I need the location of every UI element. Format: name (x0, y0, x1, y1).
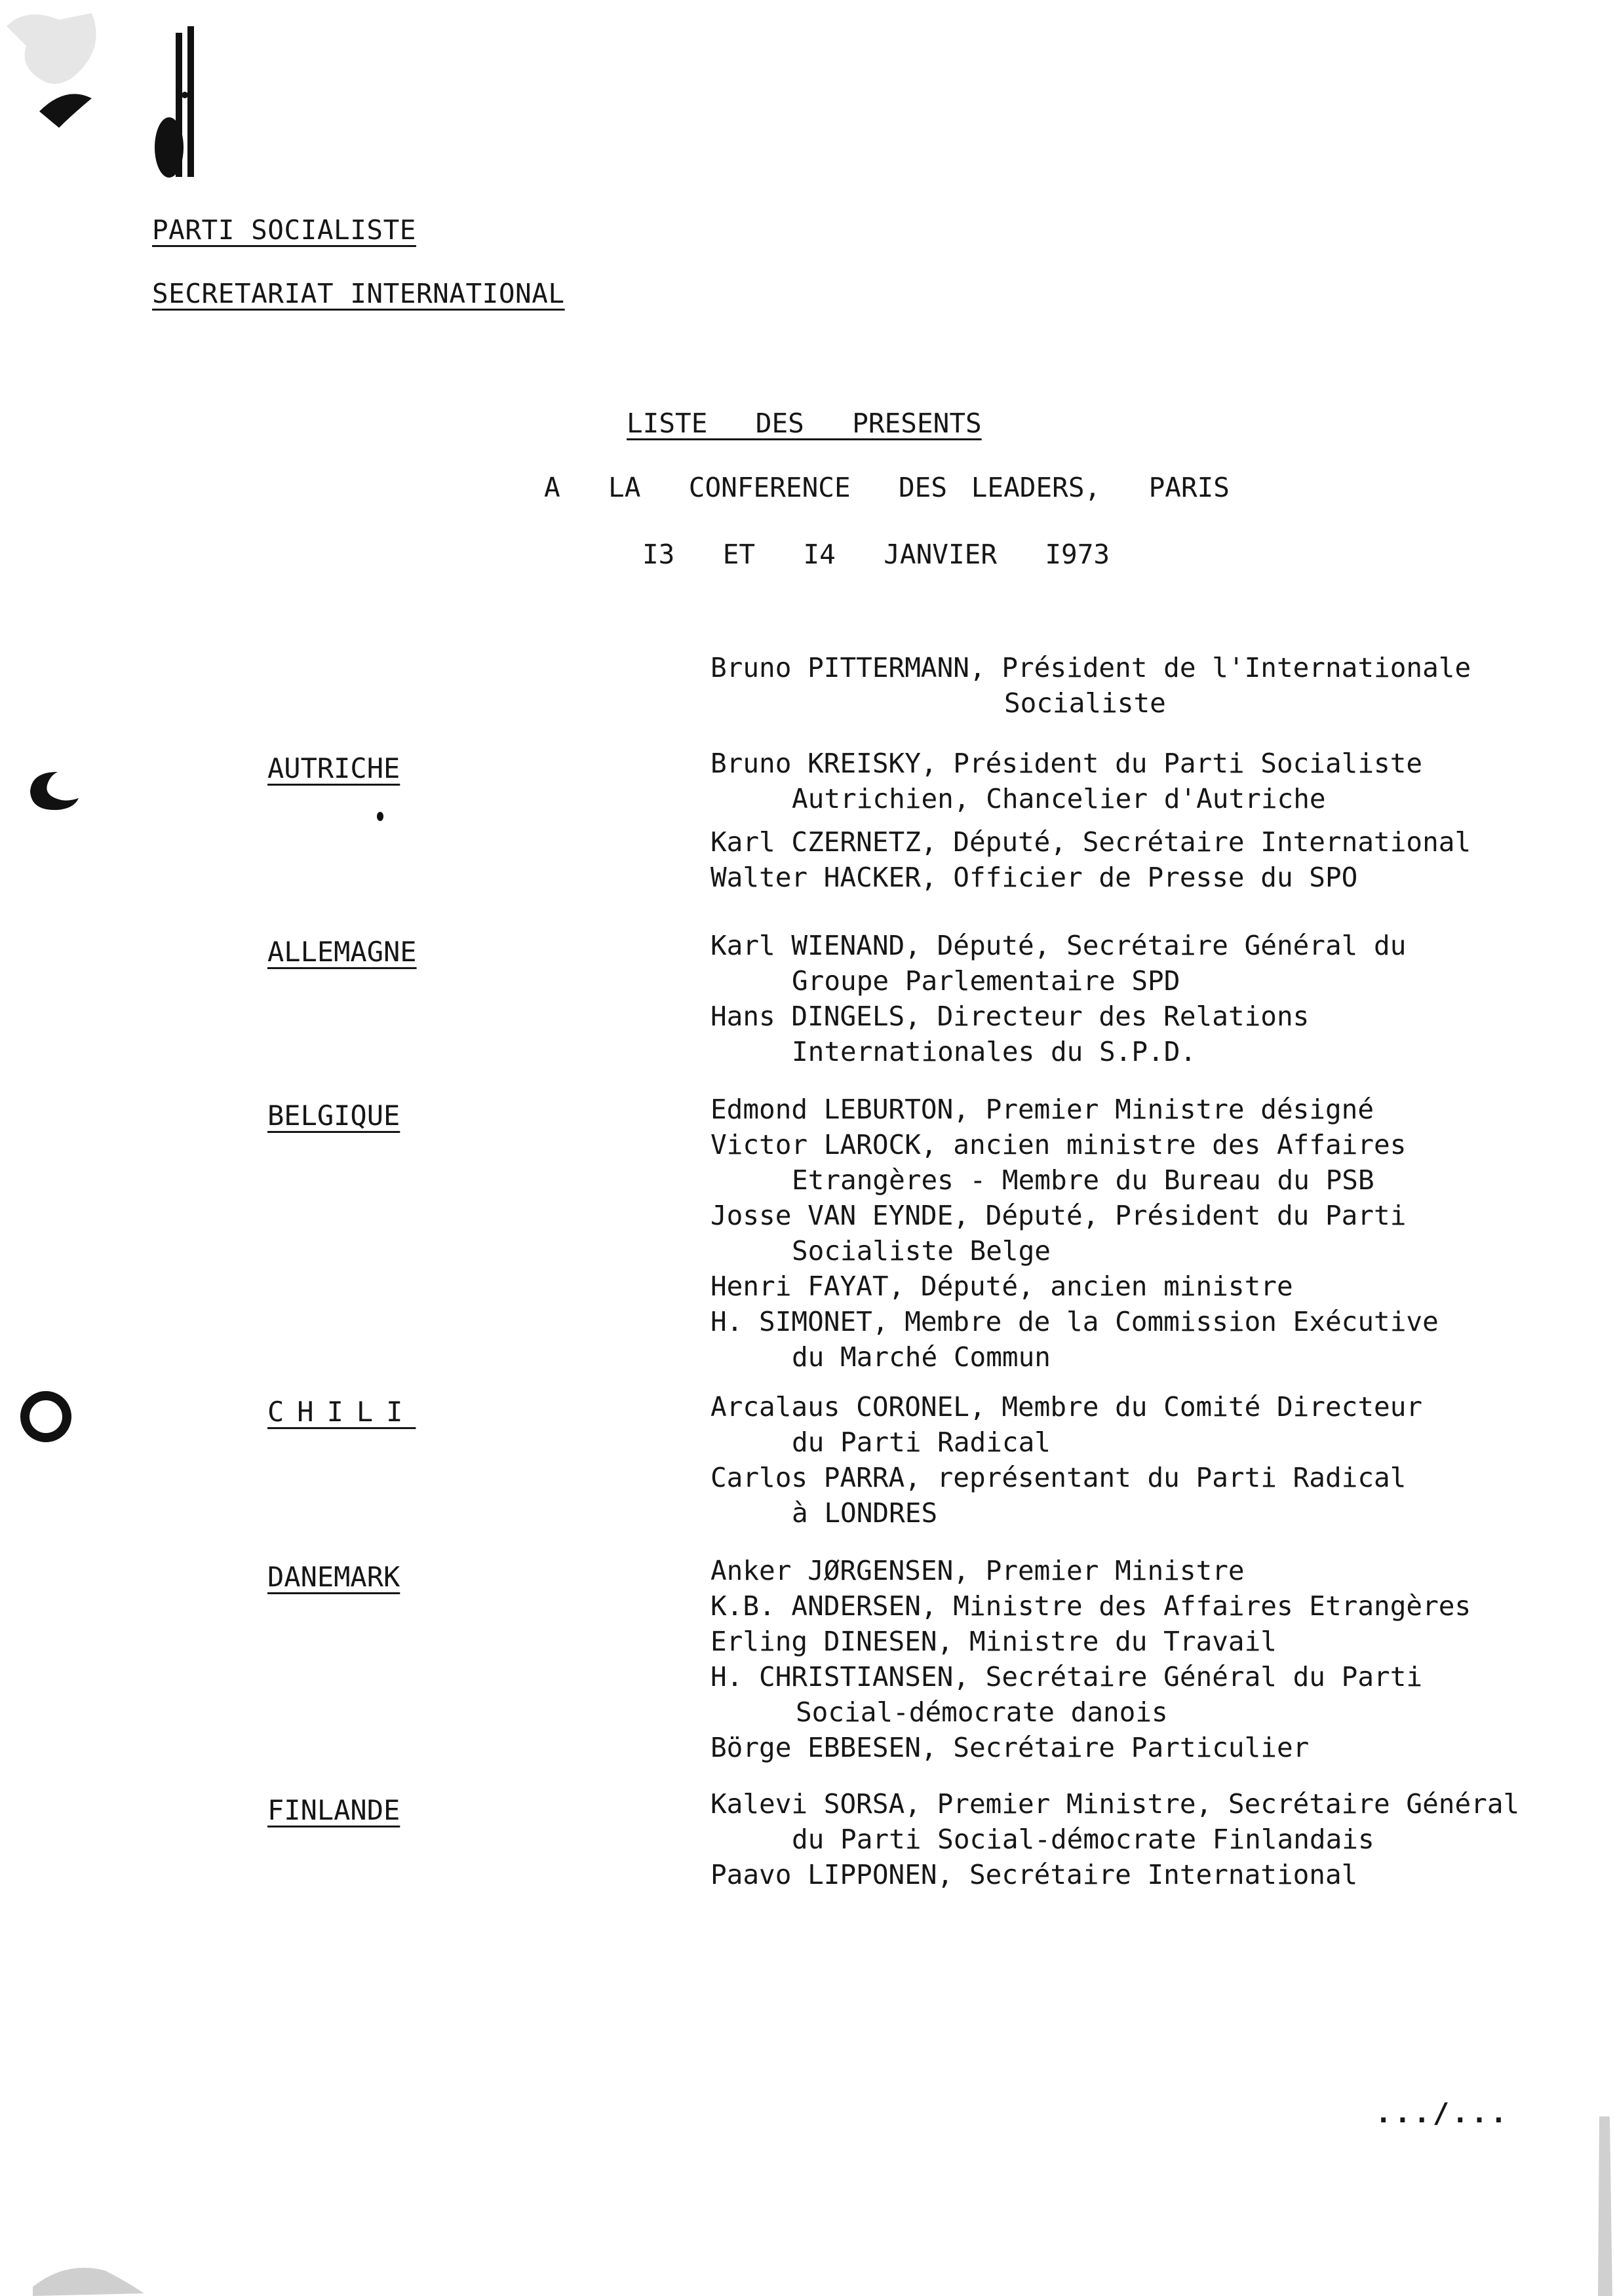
edge-smudge (1586, 2116, 1615, 2296)
entry-line: Social-démocrate danois (796, 1696, 1168, 1728)
entry-line: Karl CZERNETZ, Député, Secrétaire International (710, 826, 1471, 858)
delegation-chili (710, 1389, 1602, 1531)
delegation-danemark (710, 1553, 1602, 1765)
country-heading-finlande: FINLANDE (267, 1794, 400, 1826)
entry-line: Paavo LIPPONEN, Secrétaire International (710, 1859, 1358, 1890)
document-date: I3 ET I4 JANVIER I973 (642, 539, 1110, 570)
entry-line: Anker JØRGENSEN, Premier Ministre (710, 1555, 1245, 1586)
entry-line: Autrichien, Chancelier d'Autriche (792, 783, 1326, 814)
entry-line: Victor LAROCK, ancien ministre des Affaires (710, 1129, 1407, 1160)
delegation-belgique (710, 1092, 1602, 1375)
entry-line: Karl WIENAND, Député, Secrétaire Général du (710, 930, 1407, 961)
country-heading-chili: CHILI (267, 1396, 416, 1428)
entry-line: Groupe Parlementaire SPD (792, 965, 1180, 997)
country-heading-autriche: AUTRICHE (267, 752, 400, 784)
continuation-mark: .../... (1375, 2097, 1510, 2129)
delegation-allemagne (710, 928, 1602, 1069)
entry-line: K.B. ANDERSEN, Ministre des Affaires Etrangères (710, 1590, 1471, 1622)
country-heading-belgique: BELGIQUE (267, 1100, 400, 1132)
entry-line: Hans DINGELS, Directeur des Relations (710, 1001, 1310, 1032)
letterhead-department: SECRETARIAT INTERNATIONAL (152, 278, 565, 309)
dot-mark (375, 810, 385, 823)
entry-line: Kalevi SORSA, Premier Ministre, Secrétaire Général (710, 1788, 1520, 1820)
entry-line: du Parti Social-démocrate Finlandais (792, 1824, 1374, 1855)
entry-line: du Marché Commun (792, 1341, 1051, 1373)
entry-line: Börge EBBESEN, Secrétaire Particulier (710, 1732, 1310, 1763)
entry-line: Etrangères - Membre du Bureau du PSB (792, 1164, 1374, 1196)
country-heading-allemagne: ALLEMAGNE (267, 936, 417, 968)
entry-line: Carlos PARRA, représentant du Parti Radical (710, 1462, 1407, 1493)
entry-line: Henri FAYAT, Député, ancien ministre (710, 1271, 1293, 1302)
entry-line: Socialiste Belge (792, 1235, 1051, 1267)
country-heading-danemark: DANEMARK (267, 1561, 400, 1593)
entry-line: Socialiste (1004, 687, 1166, 719)
entry-line: Bruno PITTERMANN, Président de l'Internationale (710, 652, 1471, 683)
entry-line: H. SIMONET, Membre de la Commission Exécutive (710, 1306, 1439, 1337)
entry-line: Josse VAN EYNDE, Député, Président du Parti (710, 1200, 1407, 1231)
delegation-autriche (710, 746, 1602, 895)
punch-hole-mark (13, 1384, 79, 1449)
entry-line: Walter HACKER, Officier de Presse du SPO (710, 862, 1358, 893)
entry-line: H. CHRISTIANSEN, Secrétaire Général du Parti (710, 1661, 1423, 1693)
entry-line: Erling DINESEN, Ministre du Travail (710, 1626, 1277, 1657)
document-subtitle: A LA CONFERENCE DES LEADERS, PARIS (544, 472, 1230, 503)
entry-line: du Parti Radical (792, 1426, 1051, 1458)
entry-line: Arcalaus CORONEL, Membre du Comité Directeur (710, 1391, 1423, 1423)
entry-line: Bruno KREISKY, Président du Parti Socialiste (710, 748, 1423, 779)
president-entry (710, 650, 1602, 721)
document-title: LISTE DES PRESENTS (627, 408, 982, 439)
entry-line: à LONDRES (792, 1497, 938, 1529)
entry-line: Internationales du S.P.D. (792, 1036, 1197, 1067)
entry-line: Edmond LEBURTON, Premier Ministre désigné (710, 1094, 1374, 1125)
letterhead-org: PARTI SOCIALISTE (152, 214, 416, 246)
handwritten-mark (0, 0, 262, 210)
punch-hole-mark (18, 765, 84, 818)
corner-smudge (26, 2208, 157, 2296)
delegation-finlande (710, 1786, 1602, 1892)
